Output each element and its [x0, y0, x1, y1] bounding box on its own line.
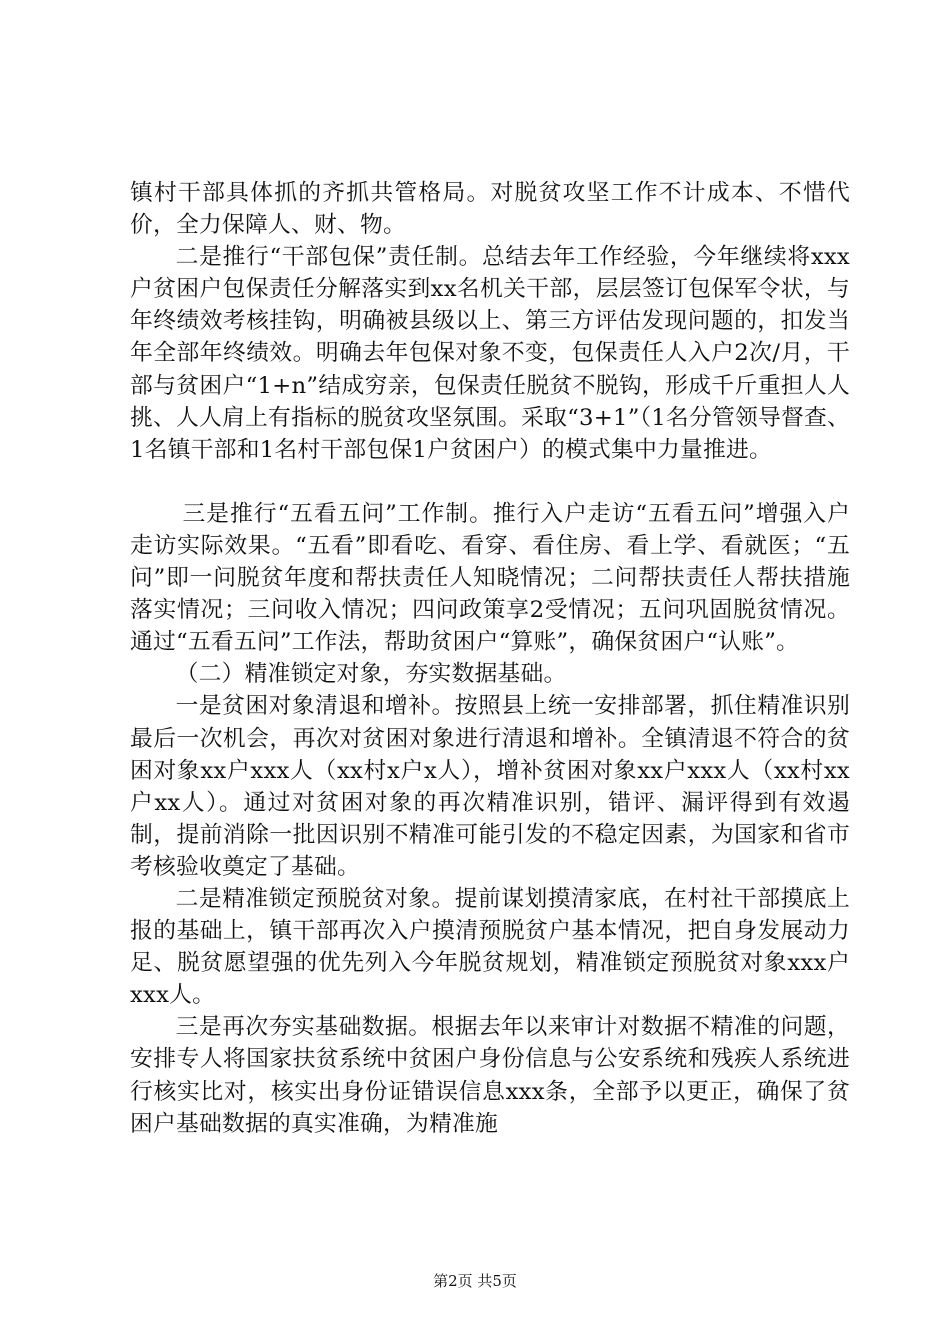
page-footer: 第2页 共5页: [433, 1272, 517, 1290]
paragraph-pre-poverty-targets: 二是精准锁定预脱贫对象。提前谋划摸清家底，在村社干部摸底上报的基础上，镇干部再次入户摸清预脱贫户基本情况，把自身发展动力足、脱贫愿望强的优先列入今年脱贫规划，精准锁定预脱贫对象xxx户xxx人。: [130, 885, 850, 1009]
paragraph-clearance: 一是贫困对象清退和增补。按照县上统一安排部署，抓住精准识别最后一次机会，再次对贫困对象进行清退和增补。全镇清退不符合的贫困对象xx户xxx人（xx村x户x人），增补贫困对象xx户xxx人（xx村xx户xx人）。通过对贫困对象的再次精准识别，错评、漏评得到有效遏制，提前消除一批因识别不精准可能引发的不稳定因素，为国家和省市考核验收奠定了基础。: [130, 693, 850, 880]
paragraph-base-data: 三是再次夯实基础数据。根据去年以来审计对数据不精准的问题，安排专人将国家扶贫系统中贫困户身份信息与公安系统和残疾人系统进行核实比对，核实出身份证错误信息xxx条，全部予以更正，确保了贫困户基础数据的真实准确，为精准施: [130, 1014, 850, 1137]
paragraph-five-looks: 三是推行“五看五问”工作制。推行入户走访“五看五问”增强入户走访实际效果。“五看”即看吃、看穿、看住房、看上学、看就医；“五问”即一问脱贫年度和帮扶责任人知晓情况；二问帮扶责任人帮扶措施落实情况；三问收入情况；四问政策享2受情况；五问巩固脱贫情况。通过“五看五问”工作法，帮助贫困户“算账”，确保贫困户“认账”。: [130, 500, 850, 656]
paragraph-cadre-responsibility: 二是推行“干部包保”责任制。总结去年工作经验，今年继续将xxx户贫困户包保责任分解落实到xx名机关干部，层层签订包保军令状，与年终绩效考核挂钩，明确被县级以上、第三方评估发现问题的，扣发当年全部年终绩效。明确去年包保对象不变，包保责任人入户2次/月，干部与贫困户“1+n”结成穷亲，包保责任脱贫不脱钩，形成千斤重担人人挑、人人肩上有指标的脱贫攻坚氛围。采取“3+1”（1名分管领导督查、1名镇干部和1名村干部包保1户贫困户）的模式集中力量推进。: [130, 244, 850, 463]
section-heading: （二）精准锁定对象，夯实数据基础。: [175, 661, 567, 688]
document-body: [130, 177, 850, 1140]
paragraph-continuation: 镇村干部具体抓的齐抓共管格局。对脱贫攻坚工作不计成本、不惜代价，全力保障人、财、物。: [130, 180, 850, 239]
